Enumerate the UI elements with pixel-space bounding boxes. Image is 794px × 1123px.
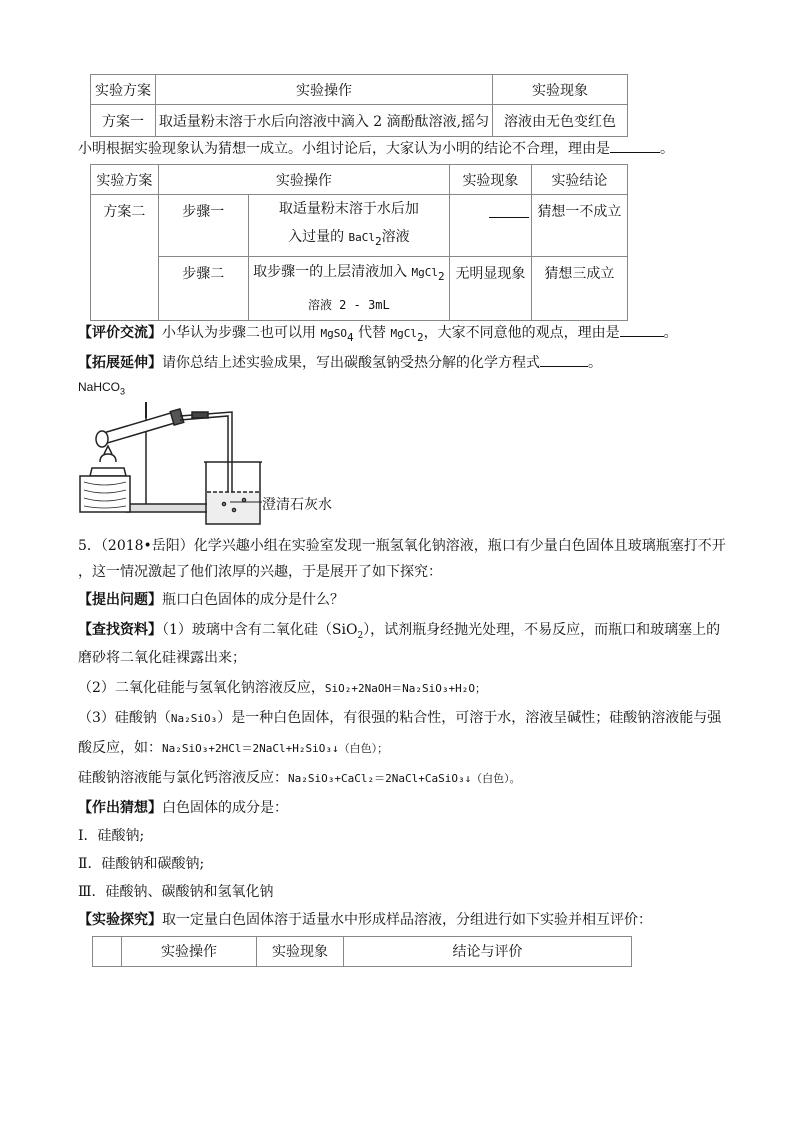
answer-blank (489, 203, 529, 218)
table1-cell-phenomenon: 溶液由无色变红色 (493, 105, 628, 137)
q5-guess-1: Ⅰ．硅酸钠; (78, 828, 145, 844)
q5-intro-line2: ，这一情况激起了他们浓厚的兴趣，于是展开了如下探究： (78, 564, 442, 580)
table3-header-conclusion: 结论与评价 (344, 937, 632, 967)
paragraph-xiaoming: 小明根据实验现象认为猜想一成立。小组讨论后，大家认为小明的结论不合理，理由是 。 (78, 138, 674, 158)
table1-header-scheme: 实验方案 (91, 75, 156, 105)
q5-experiment: 【实验探究】取一定量白色固体溶于适量水中形成样品溶液，分组进行如下实验并相互评价： (78, 912, 652, 928)
answer-blank (610, 138, 660, 153)
q5-guess: 【作出猜想】白色固体的成分是： (78, 800, 288, 816)
q5-question: 【提出问题】瓶口白色固体的成分是什么？ (78, 592, 344, 608)
table1-header-operation: 实验操作 (156, 75, 493, 105)
q5-info-line4: （3）硅酸钠（Na₂SiO₃）是一种白色固体，有很强的粘合性，可溶于水，溶液呈碱性；硅酸钠溶液能与强 (78, 710, 722, 726)
q5-info-line2: 磨砂将二氧化硅裸露出来； (78, 650, 246, 666)
figure-label-limewater: 澄清石灰水 (262, 497, 332, 513)
table2-step2-conclusion: 猜想三成立 (531, 257, 627, 321)
evaluation-paragraph: 【评价交流】小华认为步骤二也可以用 MgSO$_4$ 代替 MgCl$_2$，大家不同意他的观点，理由是 。 (78, 322, 678, 348)
table2-header-phenomenon: 实验现象 (449, 165, 531, 195)
extension-paragraph: 【拓展延伸】请你总结上述实验成果，写出碳酸氢钠受热分解的化学方程式 。 (78, 352, 602, 373)
table3-header-operation: 实验操作 (122, 937, 257, 967)
table2-step2-label: 步骤二 (158, 257, 248, 321)
table2-step2-operation: 取步骤一的上层清液加入 MgCl$_2$ 溶液 2 - 3mL (248, 257, 449, 321)
table-experiment (92, 936, 632, 967)
stand-base (126, 504, 218, 512)
table2-step2-phenomenon: 无明显现象 (449, 257, 531, 321)
q5-info-line6: 硅酸钠溶液能与氯化钙溶液反应：Na₂SiO₃+CaCl₂＝2NaCl+CaSiO₃↓（白色）。 (78, 770, 521, 786)
q5-intro-line1: 5．（2018•岳阳）化学兴趣小组在实验室发现一瓶氢氧化钠溶液，瓶口有少量白色固体且玻璃瓶塞打不开 (78, 538, 726, 554)
q5-info-line5: 酸反应，如：Na₂SiO₃+2HCl＝2NaCl+H₂SiO₃↓（白色）； (78, 740, 389, 756)
table2-header-operation: 实验操作 (158, 165, 449, 195)
table1-cell-scheme: 方案一 (91, 105, 156, 137)
figure-label-nahco3: NaHCO$_3$ (78, 380, 126, 397)
table-scheme-one (90, 74, 628, 137)
table2-header-conclusion: 实验结论 (531, 165, 627, 195)
table2-step1-operation: 取适量粉末溶于水后加 入过量的 BaCl$_2$溶液 (248, 195, 449, 257)
table1-cell-operation: 取适量粉末溶于水后向溶液中滴入 2 滴酚酞溶液,摇匀 (156, 105, 493, 137)
answer-blank (620, 322, 664, 337)
table2-step1-phenomenon (449, 195, 531, 257)
table1-header-phenomenon: 实验现象 (493, 75, 628, 105)
table2-step1-label: 步骤一 (158, 195, 248, 257)
table2-header-scheme: 实验方案 (91, 165, 159, 195)
answer-blank (540, 352, 588, 367)
table3-header-phenomenon: 实验现象 (257, 937, 344, 967)
q5-guess-3: Ⅲ．硅酸钠、碳酸钠和氢氧化钠 (78, 884, 274, 900)
q5-guess-2: Ⅱ．硅酸钠和碳酸钠; (78, 856, 205, 872)
table2-cell-scheme: 方案二 (91, 195, 159, 321)
table-scheme-two (90, 164, 628, 321)
table2-step1-conclusion: 猜想一不成立 (531, 195, 627, 257)
table3-header-blank (93, 937, 122, 967)
q5-info-line3: （2）二氧化硅能与氢氧化钠溶液反应，SiO₂+2NaOH＝Na₂SiO₃+H₂O； (78, 680, 486, 696)
apparatus-figure (74, 392, 274, 532)
q5-info-line1: 【查找资料】（1）玻璃中含有二氧化硅（SiO$_2$），试剂瓶身经抛光处理，不易反应，而瓶口和玻璃塞上的 (78, 622, 721, 641)
test-tube (100, 412, 178, 444)
